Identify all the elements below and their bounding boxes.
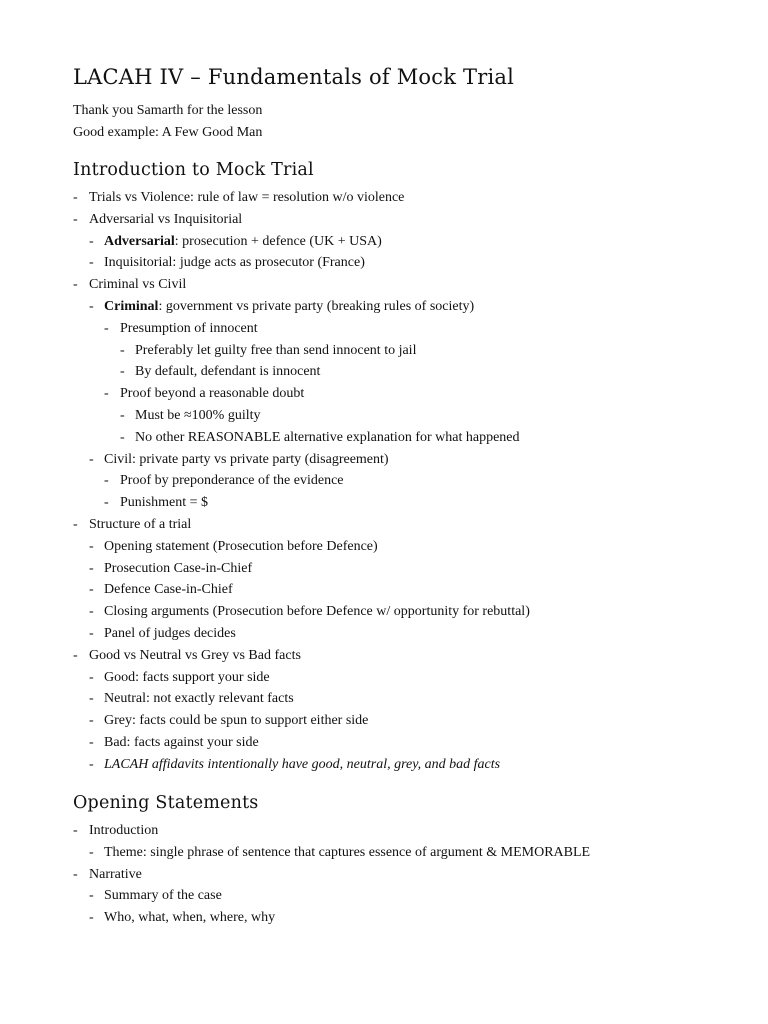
list-item (0, 842, 768, 864)
list-item (0, 514, 768, 536)
intro-line-thanks: Thank you Samarth for the lesson (73, 103, 263, 118)
bullet-dash: - (89, 669, 94, 685)
list-item (0, 405, 768, 427)
list-item-body: Introduction (89, 823, 159, 838)
bullet-dash: - (89, 255, 94, 271)
list-item-text (104, 296, 474, 318)
list-item-body: Criminal vs Civil (89, 277, 187, 293)
list-item-body: Punishment = $ (120, 495, 209, 511)
list-item (0, 361, 768, 383)
list-item (0, 449, 768, 471)
list-item-text (104, 885, 222, 907)
list-item-text (104, 623, 236, 645)
list-item (0, 296, 768, 318)
list-item (0, 187, 768, 209)
bullet-dash: - (89, 538, 94, 554)
list-item-text (104, 907, 275, 929)
list-item-body: Panel of judges decides (104, 625, 236, 641)
list-item-text (120, 383, 304, 405)
bullet-dash: - (89, 844, 94, 860)
list-item-body: Closing arguments (Prosecution before Defence w/ opportunity for rebuttal) (104, 604, 530, 620)
list-item-text (104, 667, 270, 689)
bullet-dash: - (73, 211, 78, 227)
list-item-text (104, 449, 389, 471)
list-item-text (135, 361, 320, 383)
bullet-dash: - (89, 713, 94, 729)
list-item-body: Presumption of innocent (120, 320, 258, 336)
bullet-dash: - (104, 320, 109, 336)
list-item (0, 885, 768, 907)
list-item-body: Inquisitorial: judge acts as prosecutor (France) (104, 255, 365, 271)
list-item-text (104, 688, 294, 710)
list-item-body: Theme: single phrase of sentence that captures essence of argument & MEMORABLE (104, 844, 591, 860)
list-item-body: Grey: facts could be spun to support either side (104, 713, 369, 729)
bullet-dash: - (120, 429, 125, 445)
list-item (0, 318, 768, 340)
bullet-dash: - (73, 823, 78, 838)
bullet-dash: - (73, 516, 78, 532)
section-heading-opening-statements: Opening Statements (73, 793, 259, 813)
list-item (0, 209, 768, 231)
list-item-body: Trials vs Violence: rule of law = resolution w/o violence (89, 190, 405, 205)
list-item-body: Opening statement (Prosecution before Defence) (104, 538, 378, 554)
list-item-body: Proof beyond a reasonable doubt (120, 386, 305, 402)
bold-term: Criminal (104, 298, 159, 314)
bullet-dash: - (120, 364, 125, 380)
list-item (0, 820, 768, 842)
list-item-text (89, 645, 301, 667)
section-heading-introduction: Introduction to Mock Trial (73, 160, 314, 180)
list-item-text (120, 318, 258, 340)
list-item-body: Prosecution Case-in-Chief (104, 560, 253, 576)
list-item-body: Defence Case-in-Chief (104, 582, 233, 598)
list-item (0, 667, 768, 689)
bullet-dash: - (89, 451, 94, 467)
bullet-dash: - (89, 298, 94, 314)
list-item-body: No other REASONABLE alternative explanation for what happened (135, 429, 520, 445)
list-item-body: Good: facts support your side (104, 669, 270, 685)
list-item-text (104, 601, 530, 623)
bullet-dash: - (104, 473, 109, 489)
list-item (0, 492, 768, 514)
bullet-dash: - (73, 866, 78, 882)
list-item-text (120, 470, 344, 492)
list-item-text (104, 842, 590, 864)
list-item-text (104, 231, 382, 253)
list-item-body: Who, what, when, where, why (104, 910, 276, 926)
bullet-dash: - (89, 734, 94, 750)
intro-line-example: Good example: A Few Good Man (73, 125, 263, 140)
list-item (0, 601, 768, 623)
list-item-body: Narrative (89, 866, 142, 882)
list-item-body: Civil: private party vs private party (disagreement) (104, 451, 389, 467)
list-item-body: Bad: facts against your side (104, 734, 259, 750)
list-item (0, 579, 768, 601)
list-item-body: Good vs Neutral vs Grey vs Bad facts (89, 647, 301, 663)
list-item-body: By default, defendant is innocent (135, 364, 321, 380)
bullet-dash: - (104, 495, 109, 511)
list-item (0, 754, 768, 776)
list-item (0, 470, 768, 492)
list-item-body: Must be ≈100% guilty (135, 407, 261, 423)
bullet-dash: - (120, 342, 125, 358)
bullet-dash: - (73, 647, 78, 663)
list-item (0, 710, 768, 732)
bullet-dash: - (89, 582, 94, 598)
list-item (0, 536, 768, 558)
list-item (0, 274, 768, 296)
list-item-text (89, 187, 404, 209)
bullet-dash: - (120, 407, 125, 423)
bullet-dash: - (89, 560, 94, 576)
list-item-text (104, 710, 368, 732)
bullet-dash: - (89, 604, 94, 620)
list-item-text (89, 209, 242, 231)
bullet-dash: - (89, 233, 94, 249)
list-item-text (104, 252, 365, 274)
list-item-body: Structure of a trial (89, 516, 192, 532)
bullet-dash: - (89, 625, 94, 641)
list-item-text (104, 536, 378, 558)
list-item-text (89, 864, 142, 886)
list-item-text (89, 820, 158, 842)
list-item-text (135, 340, 416, 362)
list-item-body: Preferably let guilty free than send innocent to jail (135, 342, 417, 358)
bullet-dash: - (73, 190, 78, 205)
list-item-text (120, 492, 208, 514)
list-item-body: : prosecution + defence (UK + USA) (174, 233, 382, 249)
list-item (0, 340, 768, 362)
list-item-body: Adversarial vs Inquisitorial (89, 211, 243, 227)
list-item (0, 252, 768, 274)
list-item-body: : government vs private party (breaking rules of society) (158, 298, 475, 314)
list-item (0, 383, 768, 405)
list-item (0, 907, 768, 929)
bullet-dash: - (104, 386, 109, 402)
list-item-text (89, 274, 186, 296)
bullet-dash: - (89, 910, 94, 926)
list-item-text (104, 558, 252, 580)
list-item-body: Neutral: not exactly relevant facts (104, 691, 294, 707)
list-item (0, 231, 768, 253)
bullet-dash: - (73, 277, 78, 293)
list-item-text (104, 732, 259, 754)
list-item (0, 864, 768, 886)
list-item-body: Proof by preponderance of the evidence (120, 473, 344, 489)
list-item-text (104, 579, 233, 601)
list-item (0, 688, 768, 710)
list-item-body: Summary of the case (104, 888, 222, 904)
bullet-dash: - (89, 691, 94, 707)
list-item-text (104, 754, 500, 776)
list-item (0, 732, 768, 754)
list-item-text (135, 427, 520, 449)
list-item (0, 623, 768, 645)
bold-term: Adversarial (104, 233, 175, 249)
bullet-dash: - (89, 888, 94, 904)
bullet-dash: - (89, 756, 94, 772)
list-item (0, 558, 768, 580)
bullet-list-opening-statements (0, 820, 768, 929)
list-item-text (135, 405, 261, 427)
list-item (0, 427, 768, 449)
list-item-body: LACAH affidavits intentionally have good, neutral, grey, and bad facts (104, 756, 501, 772)
list-item (0, 645, 768, 667)
document-title: LACAH IV – Fundamentals of Mock Trial (73, 65, 515, 89)
list-item-text (89, 514, 191, 536)
bullet-list-introduction (0, 187, 768, 776)
